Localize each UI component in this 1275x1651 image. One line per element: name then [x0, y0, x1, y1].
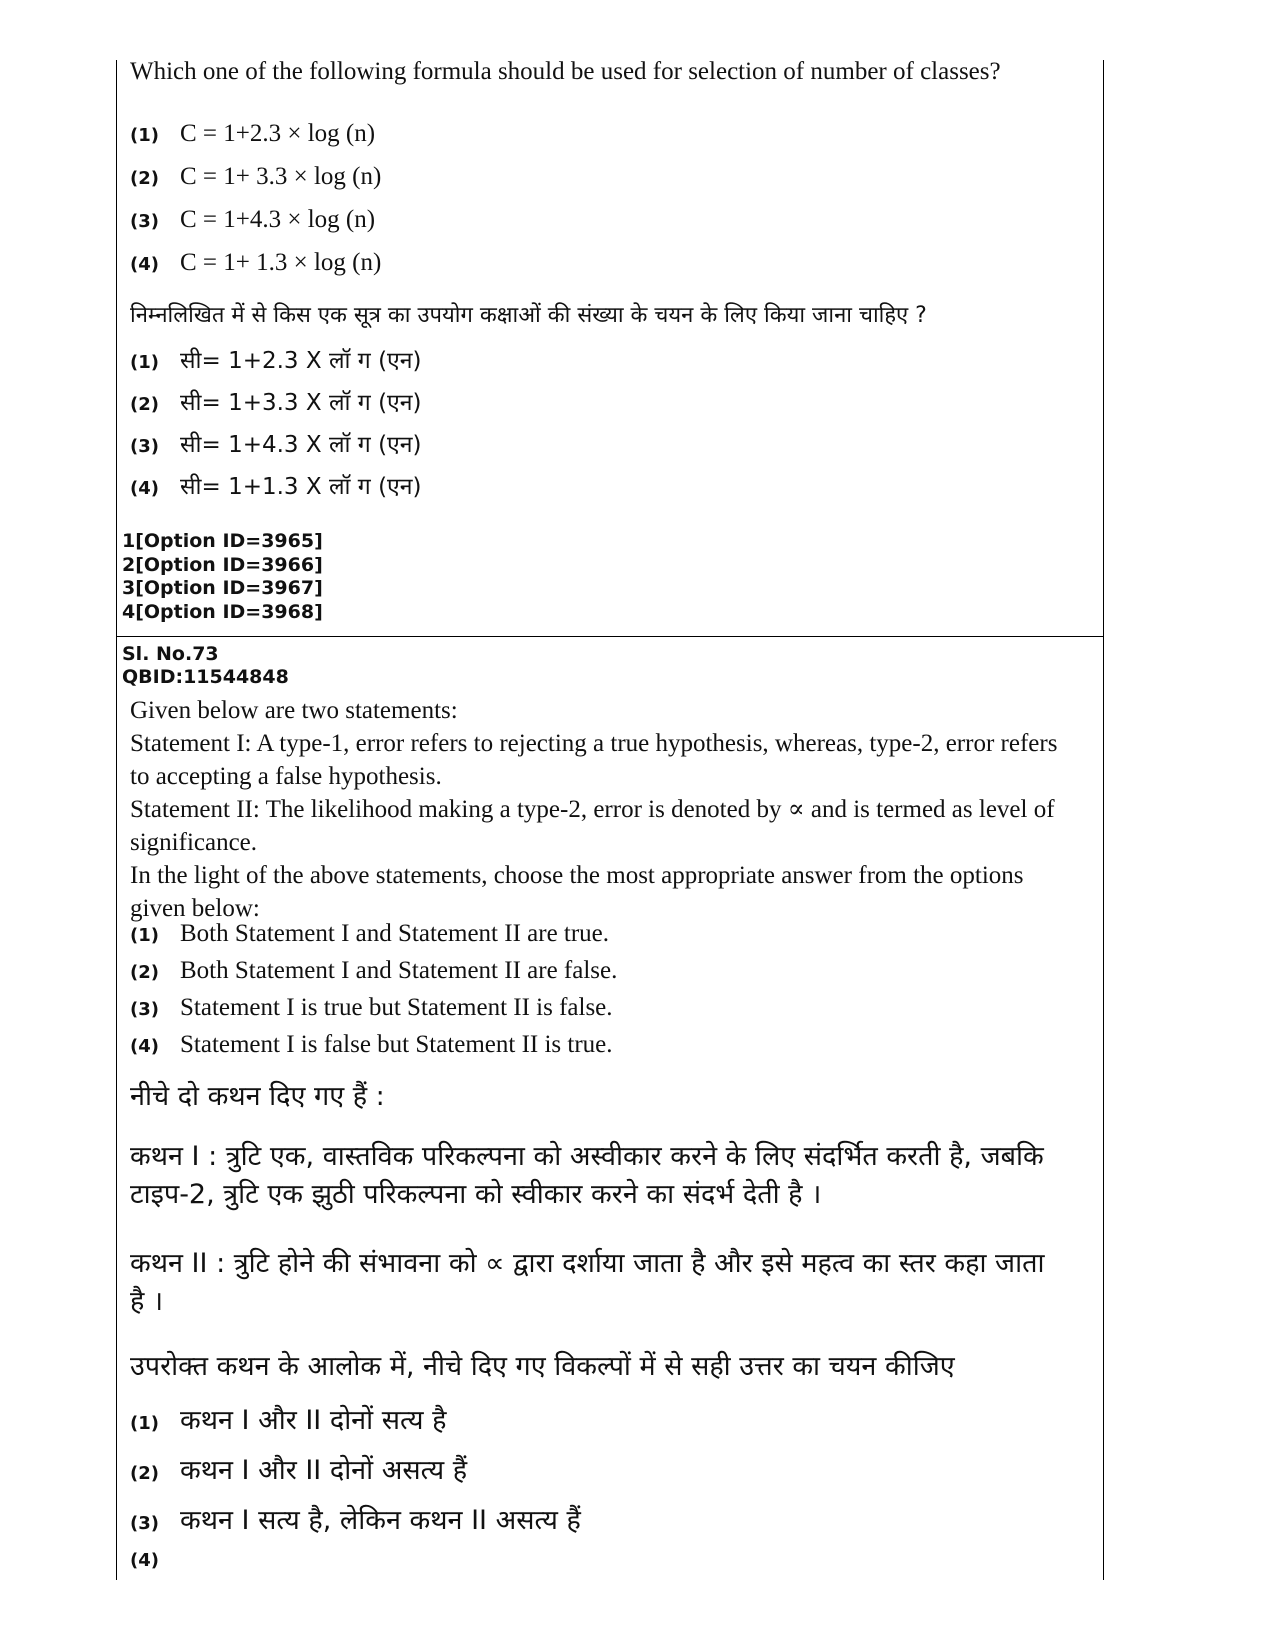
question-72-text-en: Which one of the following formula should be used for selection of number of classes? [130, 58, 1001, 85]
question-line: Statement I: A type-1, error refers to rejecting a true hypothesis, whereas, type-2, error refers to accepting a false hypothesis. [130, 730, 1058, 790]
option-number: (2) [130, 962, 159, 983]
option-text: C = 1+2.3 × log (n) [180, 120, 376, 147]
option-text: कथन I और II दोनों सत्य है [180, 1405, 447, 1436]
question-73-prompt-hi: उपरोक्त कथन के आलोक में, नीचे दिए गए विकल्पों में से सही उत्तर का चयन कीजिए [130, 1351, 955, 1382]
question-line: Statement II: The likelihood making a type-2, error is denoted by ∝ and is termed as level of significance. [130, 796, 1055, 856]
option-number: (1) [130, 125, 159, 146]
question-73-intro-hi: नीचे दो कथन दिए गए हैं : [130, 1081, 385, 1112]
option-id-list [122, 530, 323, 624]
question-73-options-hi [130, 1400, 581, 1600]
question-73-meta [122, 643, 289, 689]
option-number: (3) [130, 436, 159, 457]
option-item [130, 1450, 581, 1500]
option-number: (3) [130, 1513, 159, 1534]
option-id: 3[Option ID=3967] [122, 577, 323, 599]
qbid: QBID:11544848 [122, 666, 289, 688]
option-item [130, 163, 381, 206]
option-text: Statement I is true but Statement II is false. [180, 994, 613, 1021]
option-number: (1) [130, 1413, 159, 1434]
question-72-options-hi [130, 343, 422, 511]
option-number: (2) [130, 394, 159, 415]
option-text: कथन I सत्य है, लेकिन कथन II असत्य हैं [180, 1505, 581, 1536]
option-number: (2) [130, 1463, 159, 1484]
option-text: सी= 1+1.3 X लॉ ग (एन) [180, 474, 422, 500]
option-number: (4) [130, 1036, 159, 1057]
option-item [130, 1400, 581, 1450]
option-number: (4) [130, 1550, 159, 1571]
option-text: Both Statement I and Statement II are true. [180, 920, 610, 947]
question-line: In the light of the above statements, choose the most appropriate answer from the options given below: [130, 862, 1024, 922]
option-id: 1[Option ID=3965] [122, 530, 323, 552]
option-id: 4[Option ID=3968] [122, 600, 323, 623]
option-text: सी= 1+2.3 X लॉ ग (एन) [180, 348, 422, 374]
serial-number: Sl. No.73 [122, 643, 219, 665]
option-number: (3) [130, 211, 159, 232]
option-item [130, 469, 422, 511]
option-item [130, 120, 381, 163]
option-text: C = 1+ 3.3 × log (n) [180, 163, 382, 190]
question-73-statement2-hi: कथन II : त्रुटि होने की संभावना को ∝ द्वारा दर्शाया जाता है और इसे महत्व का स्तर कहा जाता है । [130, 1248, 1045, 1317]
option-item [130, 994, 617, 1031]
option-item [130, 1031, 617, 1068]
question-73-text-en [130, 694, 1070, 925]
option-id: 2[Option ID=3966] [122, 553, 323, 576]
option-item [130, 1500, 581, 1550]
option-item [130, 343, 422, 385]
option-item [130, 1550, 581, 1600]
option-number: (4) [130, 254, 159, 275]
option-item [130, 427, 422, 469]
option-text: C = 1+ 1.3 × log (n) [180, 249, 382, 276]
question-72-options-en [130, 120, 381, 292]
option-item [130, 957, 617, 994]
option-text: Statement I is false but Statement II is true. [180, 1031, 613, 1058]
option-text: कथन I और II दोनों असत्य हैं [180, 1455, 468, 1486]
option-number: (3) [130, 999, 159, 1020]
question-divider [116, 636, 1104, 637]
option-text: Both Statement I and Statement II are false. [180, 957, 618, 984]
option-item [130, 920, 617, 957]
option-item [130, 206, 381, 249]
option-item [130, 249, 381, 292]
question-72-text-hi: निम्नलिखित में से किस एक सूत्र का उपयोग कक्षाओं की संख्या के चयन के लिए किया जाना चाहिए ? [130, 303, 927, 328]
option-number: (4) [130, 478, 159, 499]
option-number: (2) [130, 168, 159, 189]
option-text: सी= 1+4.3 X लॉ ग (एन) [180, 432, 422, 458]
question-73-options-en [130, 920, 617, 1068]
question-73-statement1-hi: कथन I : त्रुटि एक, वास्तविक परिकल्पना को अस्वीकार करने के लिए संदर्भित करती है, जबकि टाइप-2, त्रुटि एक झुठी परिकल्पना को स्वीकार करने का संदर्भ देती है । [130, 1141, 1044, 1210]
option-item [130, 385, 422, 427]
option-number: (1) [130, 925, 159, 946]
option-text: सी= 1+3.3 X लॉ ग (एन) [180, 390, 422, 416]
option-number: (1) [130, 352, 159, 373]
option-text: C = 1+4.3 × log (n) [180, 206, 376, 233]
question-line: Given below are two statements: [130, 697, 458, 724]
